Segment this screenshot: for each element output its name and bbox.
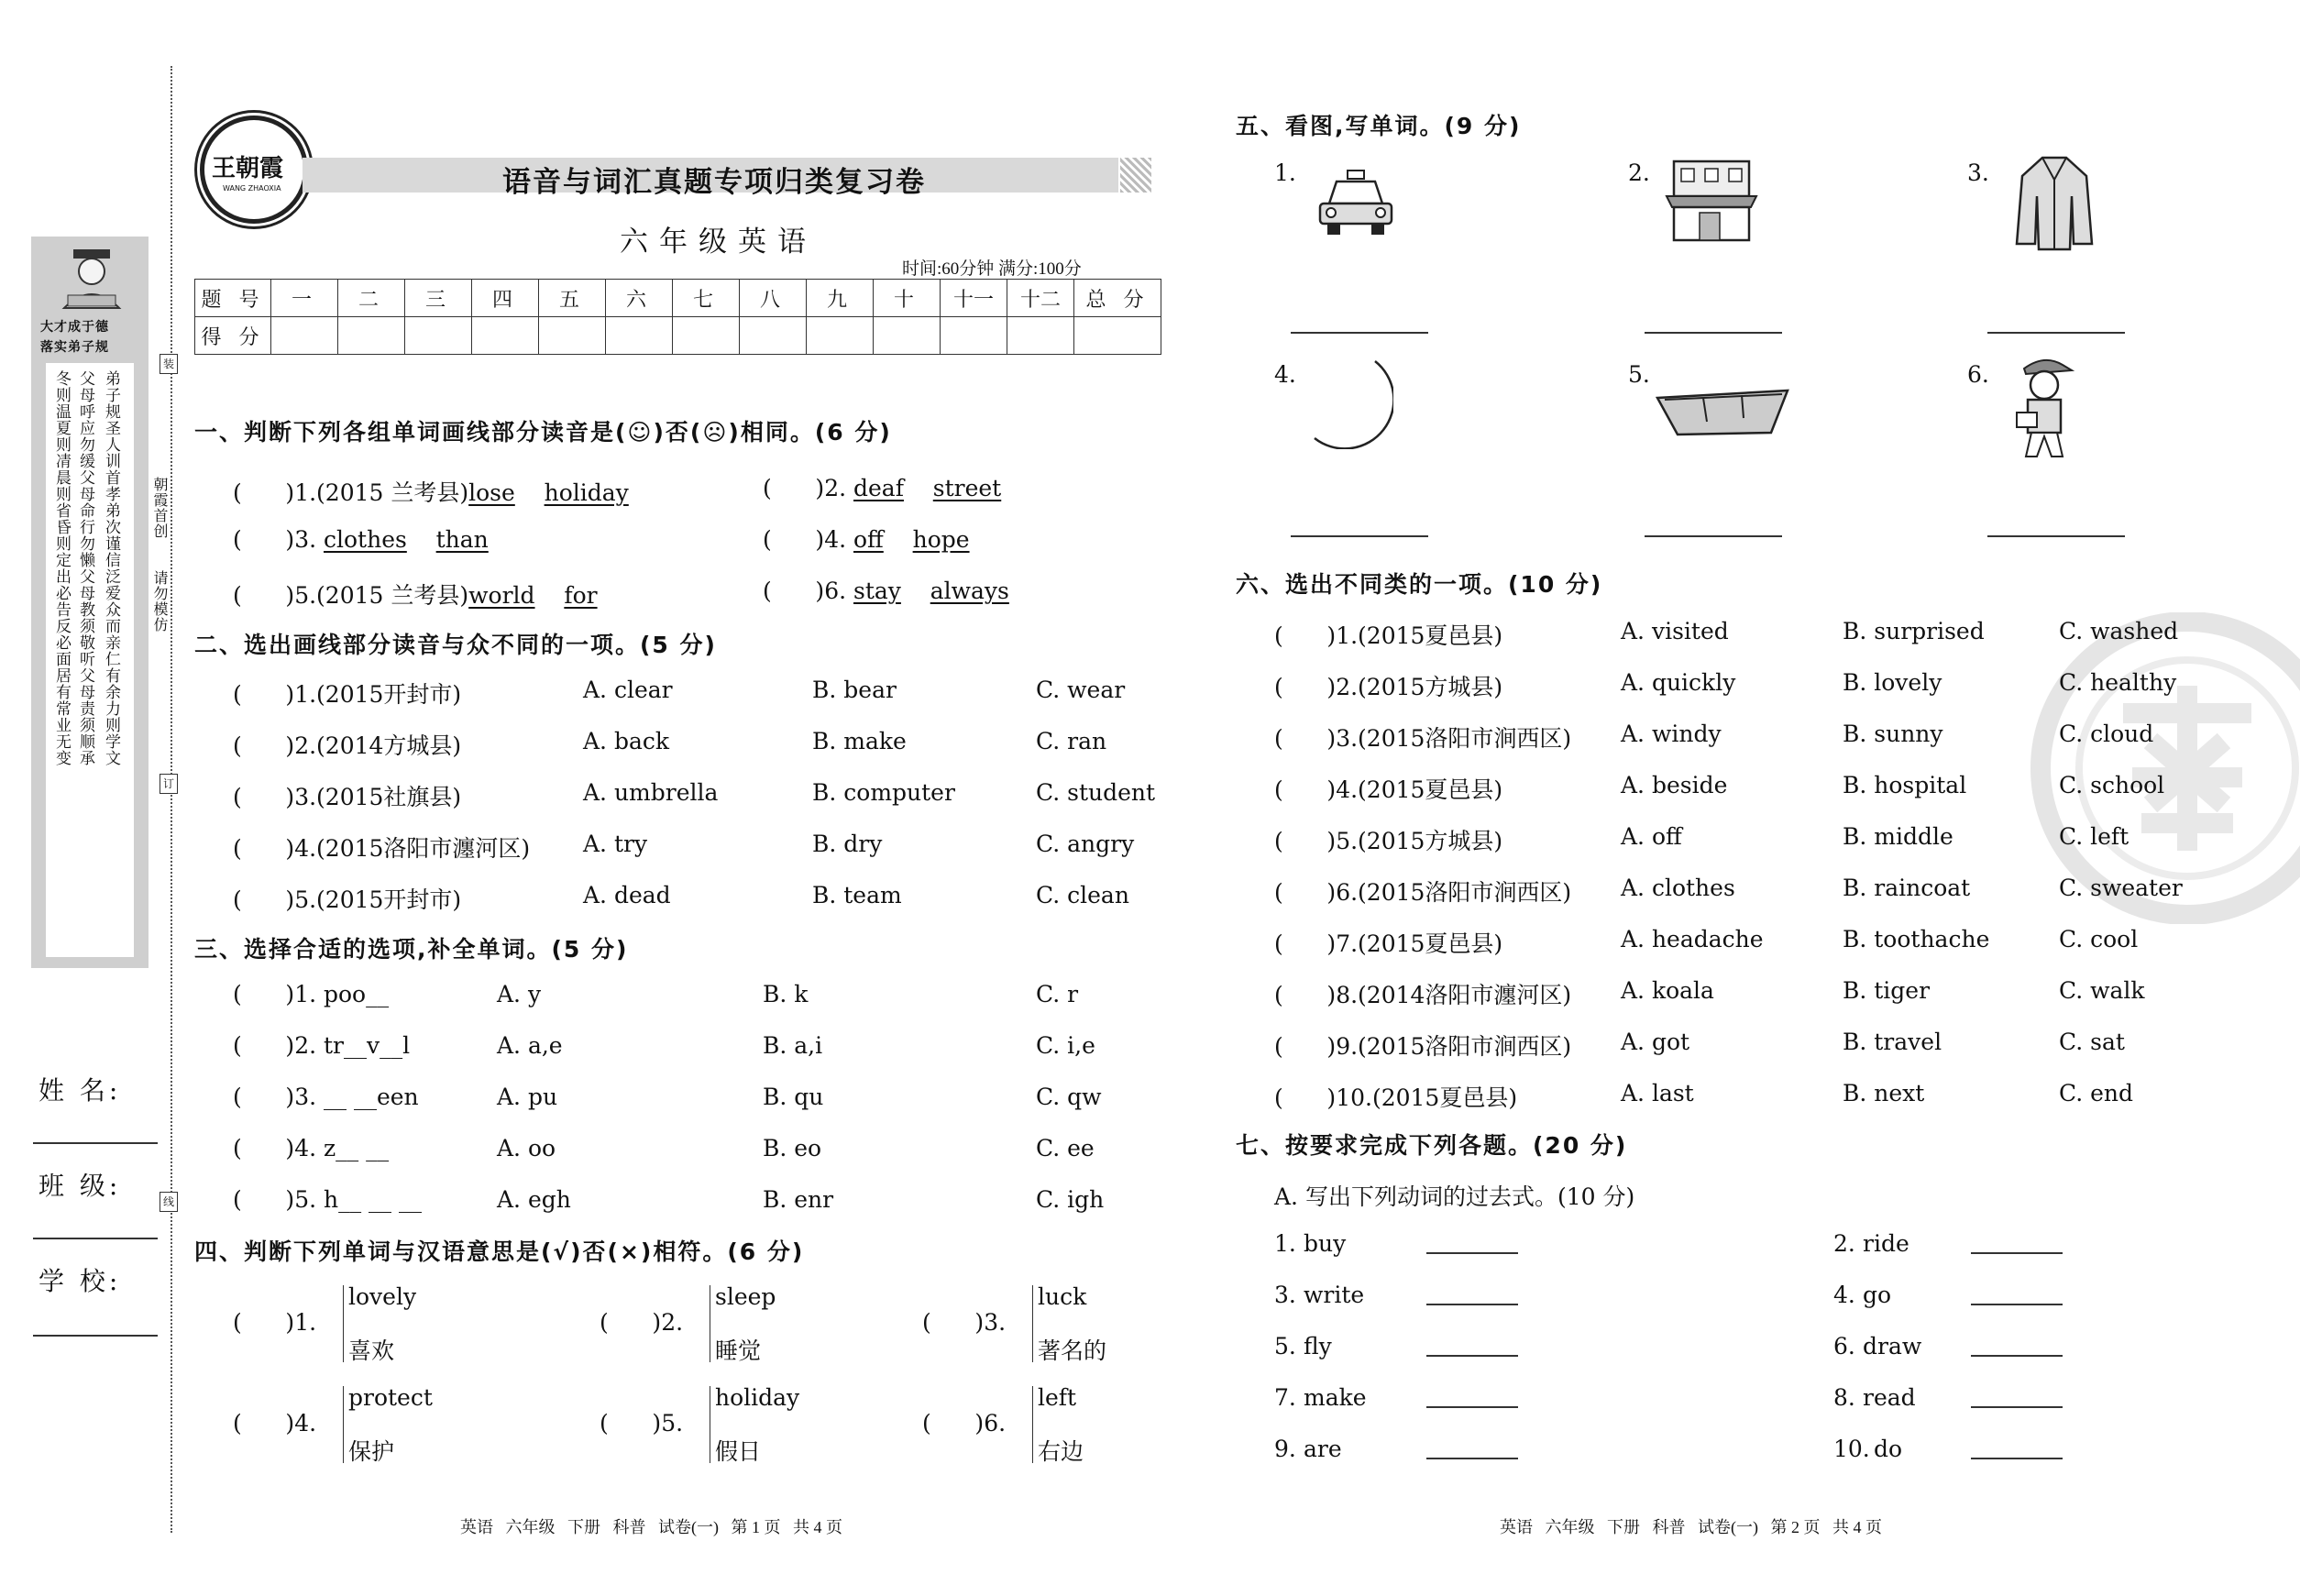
s3-item-3[interactable]: ( )3. __ __een bbox=[233, 1084, 419, 1110]
s1-item-4[interactable]: ( )4. off hope bbox=[763, 526, 970, 553]
s6-option-b[interactable]: B. toothache bbox=[1843, 926, 1990, 952]
s7-answer[interactable] bbox=[1426, 1252, 1518, 1254]
s6-item-3[interactable]: ( )3.(2015洛阳市涧西区) bbox=[1274, 725, 1572, 752]
s6-item-8[interactable]: ( )8.(2014洛阳市瀍河区) bbox=[1274, 982, 1572, 1008]
s6-option-a[interactable]: A. visited bbox=[1621, 618, 1729, 644]
item-source: (2015洛阳市涧西区) bbox=[1358, 879, 1572, 906]
class-field[interactable] bbox=[33, 1238, 158, 1239]
banner-title: 语音与词汇真题专项归类复习卷 bbox=[502, 166, 926, 199]
section5-title: 五、看图,写单词。(9 分) bbox=[1236, 113, 1522, 139]
s6-item-9[interactable]: ( )9.(2015洛阳市涧西区) bbox=[1274, 1033, 1572, 1060]
item-number: 2. bbox=[294, 1032, 317, 1059]
word: stay bbox=[853, 578, 901, 604]
item-number: 5. bbox=[294, 582, 317, 609]
s7-num: 10. bbox=[1833, 1436, 1870, 1462]
score-header-cell: 四 bbox=[472, 280, 539, 317]
s4-en: protect bbox=[348, 1384, 433, 1411]
s6-option-b[interactable]: B. next bbox=[1843, 1080, 1925, 1106]
score-header-cell: 五 bbox=[539, 280, 606, 317]
item-source: (2015洛阳市涧西区) bbox=[1358, 725, 1572, 752]
score-cell[interactable] bbox=[405, 317, 472, 355]
s4-zh: 假日 bbox=[715, 1438, 762, 1465]
item-number: 6. bbox=[984, 1410, 1007, 1436]
s5-answer-6[interactable] bbox=[1987, 535, 2125, 537]
s7-word: read bbox=[1863, 1384, 1916, 1411]
s2-item-1[interactable]: ( )1.(2015开封市) bbox=[233, 681, 462, 708]
s4-en: lovely bbox=[348, 1283, 417, 1310]
score-cell[interactable] bbox=[338, 317, 405, 355]
s6-item-7[interactable]: ( )7.(2015夏邑县) bbox=[1274, 930, 1503, 957]
s3-item-4[interactable]: ( )4. z__ __ bbox=[233, 1135, 390, 1161]
sidebar-couplet-2: 父母呼应勿缓父母命行勿懒父母教须敬听父母责须顺承 bbox=[77, 370, 94, 766]
item-number: 5. bbox=[1336, 828, 1359, 854]
s6-item-5[interactable]: ( )5.(2015方城县) bbox=[1274, 828, 1503, 854]
item-number: 1. bbox=[294, 681, 317, 708]
s4-zh: 右边 bbox=[1038, 1438, 1084, 1465]
item-number: 4. bbox=[824, 526, 847, 553]
s6-option-c[interactable]: C. end bbox=[2059, 1080, 2134, 1106]
score-cell[interactable] bbox=[1007, 317, 1074, 355]
score-header-cell: 七 bbox=[673, 280, 740, 317]
s2-option-b[interactable]: B. make bbox=[812, 728, 907, 754]
s3-option-b[interactable]: B. eo bbox=[763, 1135, 822, 1161]
section3-title: 三、选择合适的选项,补全单词。(5 分) bbox=[194, 936, 629, 963]
s1-item-5[interactable]: ( )5.(2015 兰考县)world for bbox=[233, 582, 598, 609]
footer-left: 英语 六年级 下册 科普 试卷(一) 第 1 页 共 4 页 bbox=[460, 1518, 842, 1536]
s5-num-5: 5. bbox=[1628, 361, 1650, 388]
taxi-icon bbox=[1315, 167, 1397, 240]
item-word: z__ __ bbox=[324, 1135, 390, 1161]
word: world bbox=[468, 582, 535, 609]
item-number: 4. bbox=[294, 1135, 317, 1161]
item-number: 10. bbox=[1336, 1084, 1372, 1111]
s2-item-2[interactable]: ( )2.(2014方城县) bbox=[233, 732, 462, 759]
s2-option-a[interactable]: A. back bbox=[583, 728, 670, 754]
s6-option-b[interactable]: B. hospital bbox=[1843, 772, 1967, 798]
item-number: 6. bbox=[824, 578, 847, 604]
s6-option-a[interactable]: A. beside bbox=[1621, 772, 1728, 798]
s3-option-b[interactable]: B. qu bbox=[763, 1084, 824, 1110]
s7-answer[interactable] bbox=[1426, 1406, 1518, 1408]
s7-word: go bbox=[1863, 1282, 1892, 1308]
s6-option-a[interactable]: A. quickly bbox=[1621, 669, 1736, 696]
moon-icon bbox=[1311, 358, 1393, 449]
item-source: (2015夏邑县) bbox=[1358, 776, 1503, 803]
score-header-cell: 六 bbox=[606, 280, 673, 317]
s2-option-c[interactable]: C. student bbox=[1036, 779, 1156, 806]
s2-option-a[interactable]: A. dead bbox=[583, 882, 671, 908]
s6-option-b[interactable]: B. surprised bbox=[1843, 618, 1985, 644]
s4-zh: 睡觉 bbox=[715, 1337, 762, 1364]
score-row-label: 得 分 bbox=[195, 317, 271, 355]
score-header-cell: 二 bbox=[338, 280, 405, 317]
word: for bbox=[564, 582, 598, 609]
score-header-cell: 一 bbox=[271, 280, 338, 317]
item-number: 2. bbox=[661, 1309, 684, 1336]
s4-bracket bbox=[343, 1386, 344, 1463]
s4-item-6[interactable]: ( )6. bbox=[922, 1410, 1007, 1436]
logo-brand: 王朝霞 bbox=[212, 155, 284, 182]
s5-num-6: 6. bbox=[1967, 361, 1989, 388]
s5-answer-3[interactable] bbox=[1987, 332, 2125, 334]
score-header-cell: 十 bbox=[874, 280, 941, 317]
s4-item-2[interactable]: ( )2. bbox=[600, 1309, 684, 1336]
s4-en: left bbox=[1038, 1384, 1077, 1411]
s7-answer[interactable] bbox=[1426, 1458, 1518, 1459]
sidebar-couplet-1: 弟子规圣人训首孝弟次谨信泛爱众而亲仁有余力则学文 bbox=[103, 370, 120, 766]
section4-title: 四、判断下列单词与汉语意思是(√)否(×)相符。(6 分) bbox=[194, 1238, 805, 1265]
item-number: 3. bbox=[294, 784, 317, 810]
s3-option-b[interactable]: B. k bbox=[763, 981, 809, 1007]
s3-option-a[interactable]: A. a,e bbox=[497, 1032, 563, 1059]
s6-option-b[interactable]: B. tiger bbox=[1843, 977, 1931, 1004]
s5-num-1: 1. bbox=[1274, 160, 1296, 186]
item-number: 4. bbox=[294, 1410, 317, 1436]
s3-option-a[interactable]: A. pu bbox=[497, 1084, 558, 1110]
s4-en: luck bbox=[1038, 1283, 1087, 1310]
s3-option-c[interactable]: C. igh bbox=[1036, 1186, 1105, 1213]
s6-option-a[interactable]: A. got bbox=[1621, 1029, 1690, 1055]
item-source: (2015 兰考县) bbox=[316, 582, 469, 609]
s5-answer-4[interactable] bbox=[1291, 535, 1428, 537]
item-source: (2015夏邑县) bbox=[1358, 622, 1503, 649]
score-header-cell: 三 bbox=[405, 280, 472, 317]
margin-text-2: 请勿模仿 bbox=[151, 570, 167, 633]
score-table-header-row bbox=[195, 280, 1161, 317]
score-header-cell: 题 号 bbox=[195, 280, 271, 317]
s4-en: holiday bbox=[715, 1384, 800, 1411]
item-source: (2015夏邑县) bbox=[1371, 1084, 1518, 1111]
s7-word: draw bbox=[1863, 1333, 1922, 1359]
banner-pattern bbox=[1120, 158, 1151, 193]
s6-option-b[interactable]: B. lovely bbox=[1843, 669, 1942, 696]
class-label: 班 级: bbox=[39, 1171, 122, 1201]
logo-brand-sub: WANG ZHAOXIA bbox=[223, 184, 281, 193]
word: always bbox=[930, 578, 1009, 604]
word: clothes bbox=[324, 526, 407, 553]
s3-item-1[interactable]: ( )1. poo__ bbox=[233, 981, 390, 1007]
score-cell[interactable] bbox=[271, 317, 338, 355]
item-source: (2015夏邑县) bbox=[1358, 930, 1503, 957]
item-number: 5. bbox=[661, 1410, 684, 1436]
word: holiday bbox=[544, 479, 629, 506]
s6-option-c[interactable]: C. sat bbox=[2059, 1029, 2125, 1055]
school-field[interactable] bbox=[33, 1335, 158, 1337]
s7-word: write bbox=[1304, 1282, 1365, 1308]
item-number: 1. bbox=[294, 1309, 317, 1336]
s3-option-b[interactable]: B. a,i bbox=[763, 1032, 823, 1059]
s6-option-a[interactable]: A. last bbox=[1621, 1080, 1694, 1106]
s4-item-3[interactable]: ( )3. bbox=[922, 1309, 1007, 1336]
item-source: (2015方城县) bbox=[1358, 828, 1503, 854]
item-number: 2. bbox=[294, 732, 317, 759]
s7-num: 3. bbox=[1274, 1282, 1296, 1308]
word: street bbox=[932, 475, 1002, 501]
s6-item-6[interactable]: ( )6.(2015洛阳市涧西区) bbox=[1274, 879, 1572, 906]
s2-option-a[interactable]: A. umbrella bbox=[583, 779, 719, 806]
item-number: 1. bbox=[294, 981, 317, 1007]
item-word: poo__ bbox=[324, 981, 390, 1007]
s7-word: are bbox=[1304, 1436, 1342, 1462]
score-header-cell: 八 bbox=[740, 280, 807, 317]
margin-text-1: 朝霞首创 bbox=[151, 477, 167, 539]
s3-item-5[interactable]: ( )5. h__ __ __ bbox=[233, 1186, 422, 1213]
s7-word: make bbox=[1304, 1384, 1367, 1411]
s7-answer[interactable] bbox=[1971, 1252, 2063, 1254]
section7-subtitle: A. 写出下列动词的过去式。(10 分) bbox=[1274, 1183, 1635, 1210]
score-cell[interactable] bbox=[941, 317, 1007, 355]
s7-num: 9. bbox=[1274, 1436, 1296, 1462]
item-number: 3. bbox=[1336, 725, 1359, 752]
score-cell[interactable] bbox=[807, 317, 874, 355]
s2-option-c[interactable]: C. ran bbox=[1036, 728, 1107, 754]
coat-icon bbox=[2013, 152, 2096, 253]
s6-option-b[interactable]: B. raincoat bbox=[1843, 875, 1971, 901]
s6-item-1[interactable]: ( )1.(2015夏邑县) bbox=[1274, 622, 1503, 649]
s6-option-a[interactable]: A. koala bbox=[1621, 977, 1714, 1004]
s6-option-a[interactable]: A. headache bbox=[1621, 926, 1764, 952]
item-source: (2014洛阳市瀍河区) bbox=[1358, 982, 1572, 1008]
section7-title: 七、按要求完成下列各题。(20 分) bbox=[1236, 1132, 1628, 1159]
boy-icon bbox=[2008, 354, 2081, 464]
s4-zh: 保护 bbox=[348, 1438, 395, 1465]
s7-answer[interactable] bbox=[1426, 1304, 1518, 1305]
time-info: 时间:60分钟 满分:100分 bbox=[902, 259, 1082, 279]
item-number: 4. bbox=[1336, 776, 1359, 803]
item-number: 3. bbox=[984, 1309, 1007, 1336]
s4-item-4[interactable]: ( )4. bbox=[233, 1410, 317, 1436]
s7-num: 6. bbox=[1833, 1333, 1855, 1359]
s2-item-3[interactable]: ( )3.(2015社旗县) bbox=[233, 784, 462, 810]
score-cell[interactable] bbox=[539, 317, 606, 355]
item-word: __ __een bbox=[324, 1084, 419, 1110]
s7-answer[interactable] bbox=[1971, 1355, 2063, 1357]
section1-title: 一、判断下列各组单词画线部分读音是(☺)否(☹)相同。(6 分) bbox=[194, 419, 892, 446]
s7-word: do bbox=[1874, 1436, 1903, 1462]
word: off bbox=[853, 526, 884, 553]
grade-title: 六年级英语 bbox=[620, 226, 817, 259]
word: lose bbox=[468, 479, 515, 506]
sidebar-motto-1: 大才成于德 bbox=[40, 320, 109, 335]
sidebar-motto-2: 落实弟子规 bbox=[40, 340, 109, 355]
sidebar-couplet-3: 冬则温夏则凊晨则省昏则定出必告反必面居有常业无变 bbox=[53, 370, 71, 766]
s6-option-c[interactable]: C. healthy bbox=[2059, 669, 2177, 696]
s7-answer[interactable] bbox=[1971, 1406, 2063, 1408]
s6-option-c[interactable]: C. left bbox=[2059, 823, 2129, 850]
score-header-cell: 十一 bbox=[941, 280, 1007, 317]
s2-item-5[interactable]: ( )5.(2015开封市) bbox=[233, 886, 462, 913]
s6-option-b[interactable]: B. travel bbox=[1843, 1029, 1942, 1055]
s5-num-3: 3. bbox=[1967, 160, 1989, 186]
s6-option-b[interactable]: B. sunny bbox=[1843, 721, 1943, 747]
s7-answer[interactable] bbox=[1971, 1458, 2063, 1459]
s2-option-a[interactable]: A. try bbox=[583, 831, 648, 857]
name-label: 姓 名: bbox=[39, 1075, 122, 1106]
score-header-cell: 九 bbox=[807, 280, 874, 317]
scholar-icon bbox=[55, 244, 128, 315]
s3-item-2[interactable]: ( )2. tr__v__l bbox=[233, 1032, 411, 1059]
s6-option-a[interactable]: A. clothes bbox=[1621, 875, 1735, 901]
s2-option-c[interactable]: C. clean bbox=[1036, 882, 1129, 908]
item-number: 2. bbox=[1336, 674, 1359, 700]
s5-answer-1[interactable] bbox=[1291, 332, 1428, 334]
score-cell[interactable] bbox=[673, 317, 740, 355]
school-label: 学 校: bbox=[39, 1266, 122, 1296]
s2-option-b[interactable]: B. team bbox=[812, 882, 902, 908]
s7-num: 1. bbox=[1274, 1230, 1296, 1257]
word: hope bbox=[912, 526, 970, 553]
s2-option-b[interactable]: B. computer bbox=[812, 779, 955, 806]
s4-bracket bbox=[1032, 1285, 1033, 1362]
item-number: 7. bbox=[1336, 930, 1359, 957]
s2-option-b[interactable]: B. dry bbox=[812, 831, 883, 857]
s4-bracket bbox=[1032, 1386, 1033, 1463]
s7-word: buy bbox=[1304, 1230, 1347, 1257]
s5-answer-2[interactable] bbox=[1645, 332, 1782, 334]
item-number: 4. bbox=[294, 835, 317, 862]
s3-option-a[interactable]: A. egh bbox=[497, 1186, 571, 1213]
item-source: (2014方城县) bbox=[316, 732, 462, 759]
s7-num: 5. bbox=[1274, 1333, 1296, 1359]
s1-item-6[interactable]: ( )6. stay always bbox=[763, 578, 1009, 604]
item-word: h__ __ __ bbox=[324, 1186, 422, 1213]
item-number: 1. bbox=[1336, 622, 1359, 649]
item-number: 9. bbox=[1336, 1033, 1359, 1060]
item-number: 6. bbox=[1336, 879, 1359, 906]
binding-line bbox=[171, 66, 172, 1533]
item-source: (2015方城县) bbox=[1358, 674, 1503, 700]
item-word: tr__v__l bbox=[324, 1032, 411, 1059]
section6-title: 六、选出不同类的一项。(10 分) bbox=[1236, 571, 1603, 598]
section2-title: 二、选出画线部分读音与众不同的一项。(5 分) bbox=[194, 632, 717, 658]
s3-option-c[interactable]: C. r bbox=[1036, 981, 1079, 1007]
s6-item-2[interactable]: ( )2.(2015方城县) bbox=[1274, 674, 1503, 700]
s4-en: sleep bbox=[715, 1283, 776, 1310]
score-table-score-row bbox=[195, 317, 1161, 355]
item-number: 3. bbox=[294, 1084, 317, 1110]
s3-option-c[interactable]: C. ee bbox=[1036, 1135, 1095, 1161]
fold-mark-3-text: 线 bbox=[162, 1195, 174, 1208]
item-source: (2015洛阳市瀍河区) bbox=[316, 835, 531, 862]
s6-option-b[interactable]: B. middle bbox=[1843, 823, 1953, 850]
item-number: 5. bbox=[294, 886, 317, 913]
s7-num: 7. bbox=[1274, 1384, 1296, 1411]
word: deaf bbox=[853, 475, 904, 501]
s3-option-c[interactable]: C. i,e bbox=[1036, 1032, 1095, 1059]
item-source: (2015开封市) bbox=[316, 886, 462, 913]
s6-item-4[interactable]: ( )4.(2015夏邑县) bbox=[1274, 776, 1503, 803]
s4-zh: 喜欢 bbox=[348, 1337, 395, 1364]
score-cell[interactable] bbox=[1074, 317, 1161, 355]
s7-num: 8. bbox=[1833, 1384, 1855, 1411]
item-number: 5. bbox=[294, 1186, 317, 1213]
s3-option-a[interactable]: A. y bbox=[497, 981, 542, 1007]
score-cell[interactable] bbox=[740, 317, 807, 355]
s1-item-2[interactable]: ( )2. deaf street bbox=[763, 475, 1002, 501]
s7-num: 4. bbox=[1833, 1282, 1855, 1308]
score-header-cell: 十二 bbox=[1007, 280, 1074, 317]
s2-option-a[interactable]: A. clear bbox=[583, 677, 673, 703]
s4-zh: 著名的 bbox=[1038, 1337, 1107, 1364]
s2-option-b[interactable]: B. bear bbox=[812, 677, 897, 703]
score-cell[interactable] bbox=[472, 317, 539, 355]
fold-mark-1 bbox=[160, 354, 178, 374]
item-source: (2015洛阳市涧西区) bbox=[1358, 1033, 1572, 1060]
fold-mark-2-text: 订 bbox=[162, 777, 174, 790]
footer-right: 英语 六年级 下册 科普 试卷(一) 第 2 页 共 4 页 bbox=[1500, 1518, 1882, 1536]
fold-mark-2 bbox=[160, 774, 178, 794]
s2-item-4[interactable]: ( )4.(2015洛阳市瀍河区) bbox=[233, 835, 531, 862]
boat-icon bbox=[1654, 385, 1791, 440]
s6-option-c[interactable]: C. cloud bbox=[2059, 721, 2154, 747]
s2-option-c[interactable]: C. wear bbox=[1036, 677, 1126, 703]
word: than bbox=[435, 526, 489, 553]
s6-option-c[interactable]: C. walk bbox=[2059, 977, 2145, 1004]
s1-item-1[interactable]: ( )1.(2015 兰考县)lose holiday bbox=[233, 479, 629, 506]
score-cell[interactable] bbox=[606, 317, 673, 355]
fold-mark-3 bbox=[160, 1192, 178, 1212]
score-header-cell: 总 分 bbox=[1074, 280, 1161, 317]
s1-item-3[interactable]: ( )3. clothes than bbox=[233, 526, 489, 553]
logo bbox=[200, 116, 308, 224]
s7-word: ride bbox=[1863, 1230, 1909, 1257]
item-source: (2015社旗县) bbox=[316, 784, 462, 810]
item-number: 8. bbox=[1336, 982, 1359, 1008]
score-table bbox=[194, 279, 1161, 355]
s7-num: 2. bbox=[1833, 1230, 1855, 1257]
s3-option-a[interactable]: A. oo bbox=[497, 1135, 556, 1161]
s7-word: fly bbox=[1304, 1333, 1332, 1359]
s4-item-1[interactable]: ( )1. bbox=[233, 1309, 317, 1336]
s6-option-c[interactable]: C. washed bbox=[2059, 618, 2179, 644]
fold-mark-1-text: 装 bbox=[162, 358, 174, 370]
s6-option-a[interactable]: A. windy bbox=[1621, 721, 1722, 747]
s5-num-2: 2. bbox=[1628, 160, 1650, 186]
s4-item-5[interactable]: ( )5. bbox=[600, 1410, 684, 1436]
s6-option-c[interactable]: C. school bbox=[2059, 772, 2165, 798]
s6-option-c[interactable]: C. cool bbox=[2059, 926, 2139, 952]
item-source: (2015开封市) bbox=[316, 681, 462, 708]
s2-option-c[interactable]: C. angry bbox=[1036, 831, 1135, 857]
s3-option-c[interactable]: C. qw bbox=[1036, 1084, 1102, 1110]
s6-option-c[interactable]: C. sweater bbox=[2059, 875, 2183, 901]
s7-answer[interactable] bbox=[1426, 1355, 1518, 1357]
name-field[interactable] bbox=[33, 1142, 158, 1144]
s5-num-4: 4. bbox=[1274, 361, 1296, 388]
s6-option-a[interactable]: A. off bbox=[1621, 823, 1682, 850]
item-source: (2015 兰考县) bbox=[316, 479, 469, 506]
item-number: 3. bbox=[294, 526, 317, 553]
s5-answer-5[interactable] bbox=[1645, 535, 1782, 537]
s7-answer[interactable] bbox=[1971, 1304, 2063, 1305]
s4-bracket bbox=[343, 1285, 344, 1362]
shop-building-icon bbox=[1661, 154, 1762, 246]
item-number: 1. bbox=[294, 479, 317, 506]
item-number: 2. bbox=[824, 475, 847, 501]
s6-item-10[interactable]: ( )10.(2015夏邑县) bbox=[1274, 1084, 1518, 1111]
s3-option-b[interactable]: B. enr bbox=[763, 1186, 834, 1213]
score-cell[interactable] bbox=[874, 317, 941, 355]
